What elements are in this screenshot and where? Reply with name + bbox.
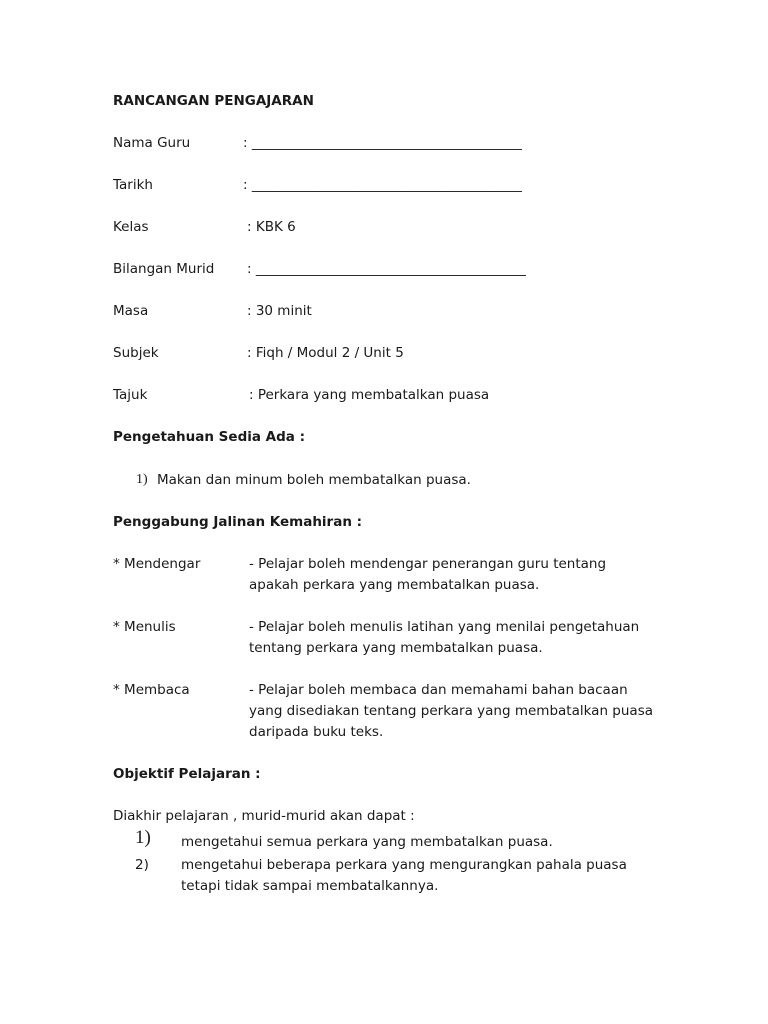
objectives-intro: Diakhir pelajaran , murid-murid akan dapat :	[113, 808, 415, 824]
field-value-kelas: : KBK 6	[247, 219, 296, 235]
objective-item-number: 1)	[135, 827, 151, 848]
field-value-tarikh: : ________________________________________	[243, 177, 522, 193]
field-label-kelas: Kelas	[113, 219, 149, 235]
skill-desc-line: daripada buku teks.	[249, 724, 384, 740]
skill-desc-line: yang disediakan tentang perkara yang membatalkan puasa	[249, 703, 654, 719]
prior-knowledge-item-number: 1)	[136, 472, 148, 487]
field-label-subjek: Subjek	[113, 345, 159, 361]
objective-item-number: 2)	[135, 857, 149, 873]
skills-heading: Penggabung Jalinan Kemahiran :	[113, 514, 363, 530]
field-value-subjek: : Fiqh / Modul 2 / Unit 5	[247, 345, 404, 361]
field-value-bilangan-murid: : ________________________________________	[247, 261, 526, 277]
objective-item-text: mengetahui semua perkara yang membatalkan puasa.	[181, 834, 553, 850]
objectives-heading: Objektif Pelajaran :	[113, 766, 261, 782]
field-label-tarikh: Tarikh	[113, 177, 153, 193]
skill-desc-line: - Pelajar boleh mendengar penerangan guru tentang	[249, 556, 607, 572]
field-label-bilangan-murid: Bilangan Murid	[113, 261, 215, 277]
skill-desc-line: tentang perkara yang membatalkan puasa.	[249, 640, 543, 656]
skill-desc-line: - Pelajar boleh membaca dan memahami bahan bacaan	[249, 682, 628, 698]
skill-desc-line: - Pelajar boleh menulis latihan yang menilai pengetahuan	[249, 619, 640, 635]
field-value-masa: : 30 minit	[247, 303, 312, 319]
page-title: RANCANGAN PENGAJARAN	[113, 93, 314, 109]
skill-label-mendengar: * Mendengar	[113, 556, 201, 572]
skill-label-membaca: * Membaca	[113, 682, 190, 698]
prior-knowledge-item-text: Makan dan minum boleh membatalkan puasa.	[157, 472, 471, 488]
field-value-nama-guru: : ________________________________________	[243, 135, 522, 151]
field-value-tajuk: : Perkara yang membatalkan puasa	[249, 387, 490, 403]
skill-desc-line: apakah perkara yang membatalkan puasa.	[249, 577, 540, 593]
prior-knowledge-heading: Pengetahuan Sedia Ada :	[113, 429, 305, 445]
field-label-tajuk: Tajuk	[113, 387, 148, 403]
objective-item-text: mengetahui beberapa perkara yang mengurangkan pahala puasa	[181, 857, 627, 873]
skill-label-menulis: * Menulis	[113, 619, 176, 635]
objective-item-text: tetapi tidak sampai membatalkannya.	[181, 878, 439, 894]
field-label-masa: Masa	[113, 303, 149, 319]
field-label-nama-guru: Nama Guru	[113, 135, 191, 151]
